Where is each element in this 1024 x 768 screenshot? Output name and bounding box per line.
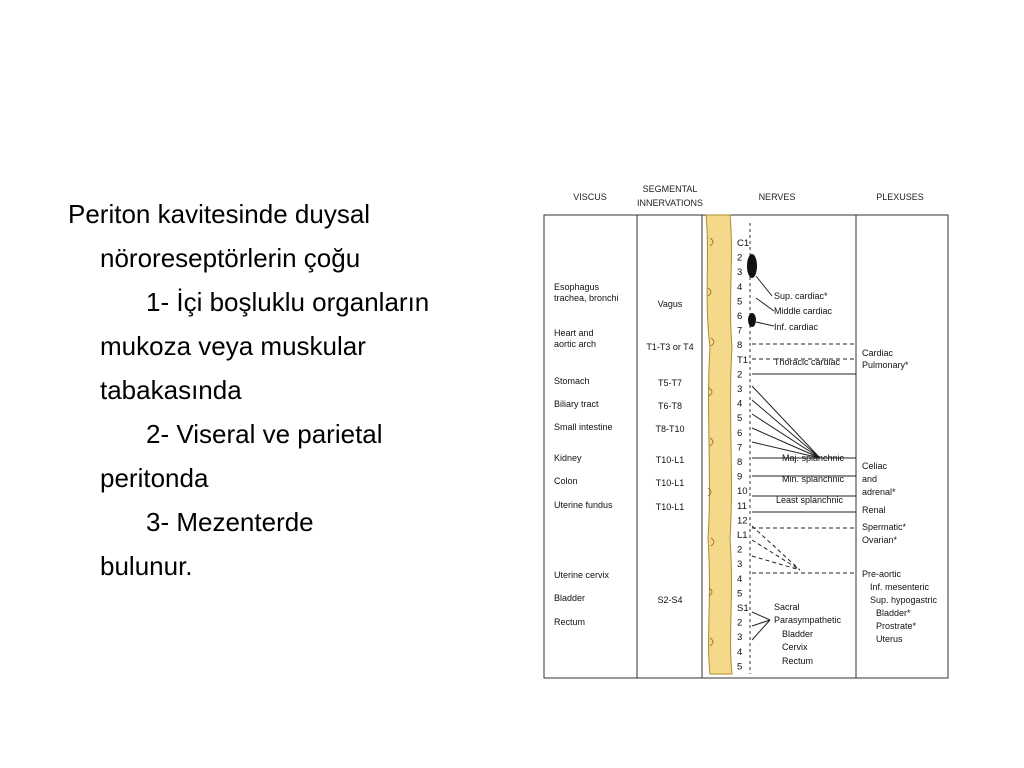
segment-label: C1 bbox=[737, 238, 750, 249]
item-1-line-1: 1- İçi boşluklu organların bbox=[146, 287, 430, 317]
ganglion-stellate bbox=[748, 313, 756, 327]
header-viscus: VISCUS bbox=[573, 192, 607, 202]
plexus-bladder: Bladder* bbox=[876, 608, 911, 618]
slide-body-text bbox=[68, 192, 508, 588]
segment-label: 3 bbox=[737, 632, 743, 644]
intro-line-2: nöroreseptörlerin çoğu bbox=[100, 243, 361, 273]
plexus-inf-mesenteric: Inf. mesenteric bbox=[870, 582, 930, 592]
viscus-esophagus: Esophagus bbox=[554, 282, 600, 292]
innervation-kidney: T10-L1 bbox=[655, 455, 685, 465]
segment-label: 3 bbox=[737, 267, 743, 279]
item-2-line-2: peritonda bbox=[100, 463, 209, 493]
segment-label: 7 bbox=[737, 325, 743, 337]
plexus-spermatic: Spermatic* bbox=[862, 522, 907, 532]
plexus-cardiac: Cardiac bbox=[862, 348, 894, 358]
item-3-line-1: 3- Mezenterde bbox=[146, 507, 314, 537]
segment-label: 4 bbox=[737, 646, 743, 658]
innervation-biliary: T6-T8 bbox=[657, 401, 683, 411]
viscus-stomach: Stomach bbox=[554, 376, 590, 386]
viscus-uterine-cervix: Uterine cervix bbox=[554, 570, 610, 580]
viscus-aortic-arch: aortic arch bbox=[554, 339, 597, 349]
viscus-rectum: Rectum bbox=[554, 617, 586, 627]
intro-line-1: Periton kavitesinde duysal bbox=[68, 199, 371, 229]
segment-label: 5 bbox=[737, 661, 743, 673]
nerve-maj-splanchnic: Maj. splanchnic bbox=[782, 453, 845, 463]
nerve-sup-cardiac: Sup. cardiac* bbox=[774, 291, 828, 301]
segment-label: 2 bbox=[737, 369, 743, 381]
segment-label: 12 bbox=[737, 515, 748, 527]
nerve-thoracic-cardiac: Thoracic cardiac bbox=[774, 357, 841, 367]
segment-label: 5 bbox=[737, 296, 743, 308]
segment-label: 2 bbox=[737, 617, 743, 629]
innervation-diagram bbox=[520, 178, 960, 688]
innervation-diagram-svg bbox=[520, 178, 960, 688]
segment-label: 4 bbox=[737, 281, 743, 293]
segment-label: L1 bbox=[737, 530, 748, 541]
segment-label: 5 bbox=[737, 588, 743, 600]
viscus-colon: Colon bbox=[554, 476, 578, 486]
nerve-sacral: Sacral bbox=[774, 602, 800, 612]
viscus-biliary-tract: Biliary tract bbox=[554, 399, 599, 409]
segment-label: 4 bbox=[737, 573, 743, 585]
plexus-and: and bbox=[862, 474, 878, 484]
innervation-colon: T10-L1 bbox=[655, 478, 685, 488]
item-1-line-2: mukoza veya muskular bbox=[100, 331, 366, 361]
plexus-prostrate: Prostrate* bbox=[876, 621, 917, 631]
ganglion-superior bbox=[747, 254, 757, 278]
segment-label: 11 bbox=[737, 500, 747, 512]
segment-numbers bbox=[737, 238, 749, 672]
segment-label: T1 bbox=[737, 354, 749, 366]
segment-label: 8 bbox=[737, 340, 743, 352]
nerve-parasympathetic: Parasympathetic bbox=[774, 615, 842, 625]
plexus-adrenal: adrenal* bbox=[862, 487, 896, 497]
innervation-stomach: T5-T7 bbox=[657, 378, 683, 388]
innervation-bladder: S2-S4 bbox=[657, 595, 683, 605]
viscus-bladder: Bladder bbox=[554, 593, 586, 603]
plexus-ovarian: Ovarian* bbox=[862, 535, 898, 545]
nerve-rectum: Rectum bbox=[782, 656, 814, 666]
segment-label: 3 bbox=[737, 559, 743, 571]
innervation-vagus: Vagus bbox=[657, 299, 683, 309]
segment-label: 2 bbox=[737, 544, 743, 556]
nerve-cervix: Cervix bbox=[782, 642, 808, 652]
header-nerves: NERVES bbox=[758, 192, 796, 202]
segment-label: 9 bbox=[737, 471, 743, 483]
segment-label: 10 bbox=[737, 486, 748, 498]
segment-label: 8 bbox=[737, 457, 743, 468]
header-segmental-2: INNERVATIONS bbox=[636, 198, 704, 208]
plexus-sup-hypogastric: Sup. hypogastric bbox=[870, 595, 938, 605]
segment-label: 7 bbox=[737, 442, 743, 454]
item-1-line-3: tabakasında bbox=[100, 375, 242, 405]
spinal-cord-shape bbox=[706, 215, 732, 674]
plexus-uterus: Uterus bbox=[876, 634, 903, 644]
segment-label: 6 bbox=[737, 427, 743, 439]
item-2-line-1: 2- Viseral ve parietal bbox=[146, 419, 383, 449]
innervation-uterine-fundus: T10-L1 bbox=[655, 502, 685, 512]
nerve-middle-cardiac: Middle cardiac bbox=[774, 306, 833, 316]
viscus-heart: Heart and bbox=[554, 328, 594, 338]
segment-label: 3 bbox=[737, 384, 743, 395]
viscus-kidney: Kidney bbox=[554, 453, 582, 463]
item-3-line-2: bulunur. bbox=[100, 551, 193, 581]
segment-label: 6 bbox=[737, 311, 743, 322]
nerve-inf-cardiac: Inf. cardiac bbox=[774, 322, 819, 332]
nerve-min-splanchnic: Min. splanchnic bbox=[782, 474, 845, 484]
plexus-pre-aortic: Pre-aortic bbox=[862, 569, 902, 579]
segment-label: S1 bbox=[737, 603, 749, 614]
header-plexuses: PLEXUSES bbox=[876, 192, 924, 202]
header-segmental-1: SEGMENTAL bbox=[642, 184, 698, 194]
plexus-pulmonary: Pulmonary* bbox=[862, 360, 909, 370]
nerve-least-splanchnic: Least splanchnic bbox=[776, 495, 844, 505]
innervation-heart: T1-T3 or T4 bbox=[646, 342, 694, 352]
plexus-renal: Renal bbox=[862, 505, 886, 515]
nerve-bladder: Bladder bbox=[782, 629, 814, 639]
innervation-small-intestine: T8-T10 bbox=[655, 424, 685, 434]
plexus-celiac: Celiac bbox=[862, 461, 888, 471]
segment-label: 5 bbox=[737, 413, 743, 425]
segment-label: 4 bbox=[737, 398, 743, 410]
viscus-uterine-fundus: Uterine fundus bbox=[554, 500, 613, 510]
viscus-small-intestine: Small intestine bbox=[554, 422, 613, 432]
viscus-trachea: trachea, bronchi bbox=[554, 293, 619, 303]
segment-label: 2 bbox=[737, 252, 743, 264]
